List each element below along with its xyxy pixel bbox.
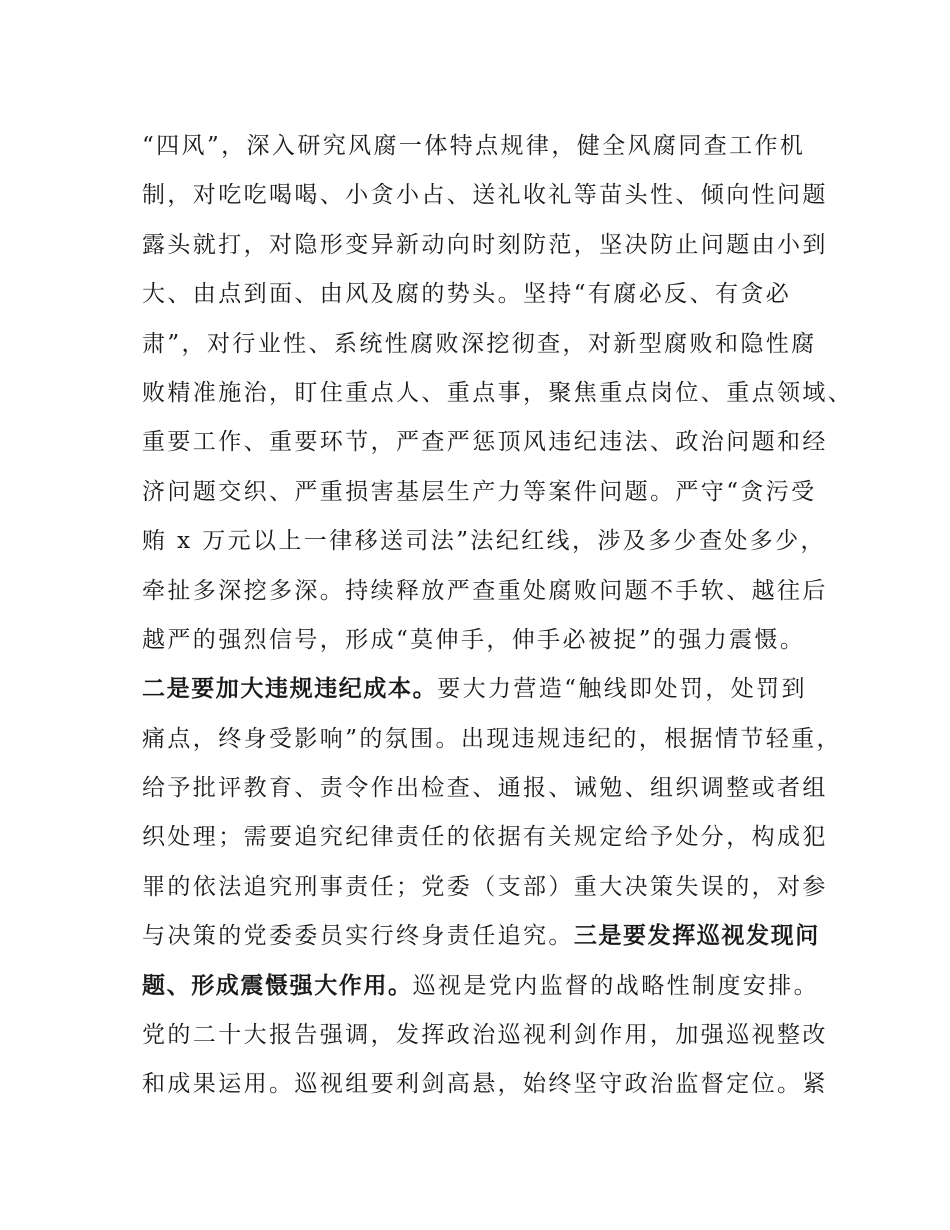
text-line: 制，对吃吃喝喝、小贪小占、送礼收礼等苗头性、倾向性问题 <box>142 182 828 209</box>
text-line: 肃”，对行业性、系统性腐败深挖彻查，对新型腐败和隐性腐 <box>142 330 817 357</box>
text-line: 和成果运用。巡视组要利剑高悬，始终坚守政治监督定位。紧 <box>142 1071 828 1098</box>
text-line <box>142 912 842 961</box>
text-line: 织处理；需要追究纪律责任的依据有关规定给予处分，构成犯 <box>142 824 828 851</box>
section-heading-three: 三是要发挥巡视发现问 <box>573 923 820 950</box>
text-line: 罪的依法追究刑事责任；党委（支部）重大决策失误的，对参 <box>142 873 828 900</box>
text-line <box>142 665 842 714</box>
text-line: 牵扯多深挖多深。持续释放严查重处腐败问题不手软、越往后 <box>142 577 828 604</box>
text-segment: 与决策的党委委员实行终身责任追究。 <box>142 923 574 950</box>
text-line: 党的二十大报告强调，发挥政治巡视利剑作用，加强巡视整改 <box>142 1022 828 1049</box>
section-heading-three-cont: 题、形成震慑强大作用。 <box>142 972 413 999</box>
text-line: 败精准施治，盯住重点人、重点事，聚焦重点岗位、重点领域、 <box>142 379 854 406</box>
section-heading-two: 二是要加大违规违纪成本。 <box>142 676 438 703</box>
text-line: 大、由点到面、由风及腐的势头。坚持“有腐必反、有贪必 <box>142 281 792 308</box>
text-line <box>142 962 842 1011</box>
text-line: 济问题交织、严重损害基层生产力等案件问题。严守“贪污受 <box>142 478 817 505</box>
text-segment: 巡视是党内监督的战略性制度安排。 <box>412 972 820 999</box>
text-segment: 要大力营造“触线即处罚，处罚到 <box>437 676 807 703</box>
text-line: 给予批评教育、责令作出检查、通报、诫勉、组织调整或者组 <box>142 775 828 802</box>
text-line: “四风”，深入研究风腐一体特点规律，健全风腐同查工作机 <box>142 133 806 159</box>
text-line: 露头就打，对隐形变异新动向时刻防范，坚决防止问题由小到 <box>142 231 828 258</box>
body-text <box>142 122 854 1110</box>
text-line: 痛点，终身受影响”的氛围。出现违规违纪的，根据情节轻重， <box>142 725 842 752</box>
text-line: 重要工作、重要环节，严查严惩顶风违纪违法、政治问题和经 <box>142 429 828 456</box>
text-line: 越严的强烈信号，形成“莫伸手，伸手必被捉”的强力震慑。 <box>142 626 806 653</box>
text-line: 贿 x 万元以上一律移送司法”法纪红线，涉及多少查处多少， <box>142 528 826 555</box>
